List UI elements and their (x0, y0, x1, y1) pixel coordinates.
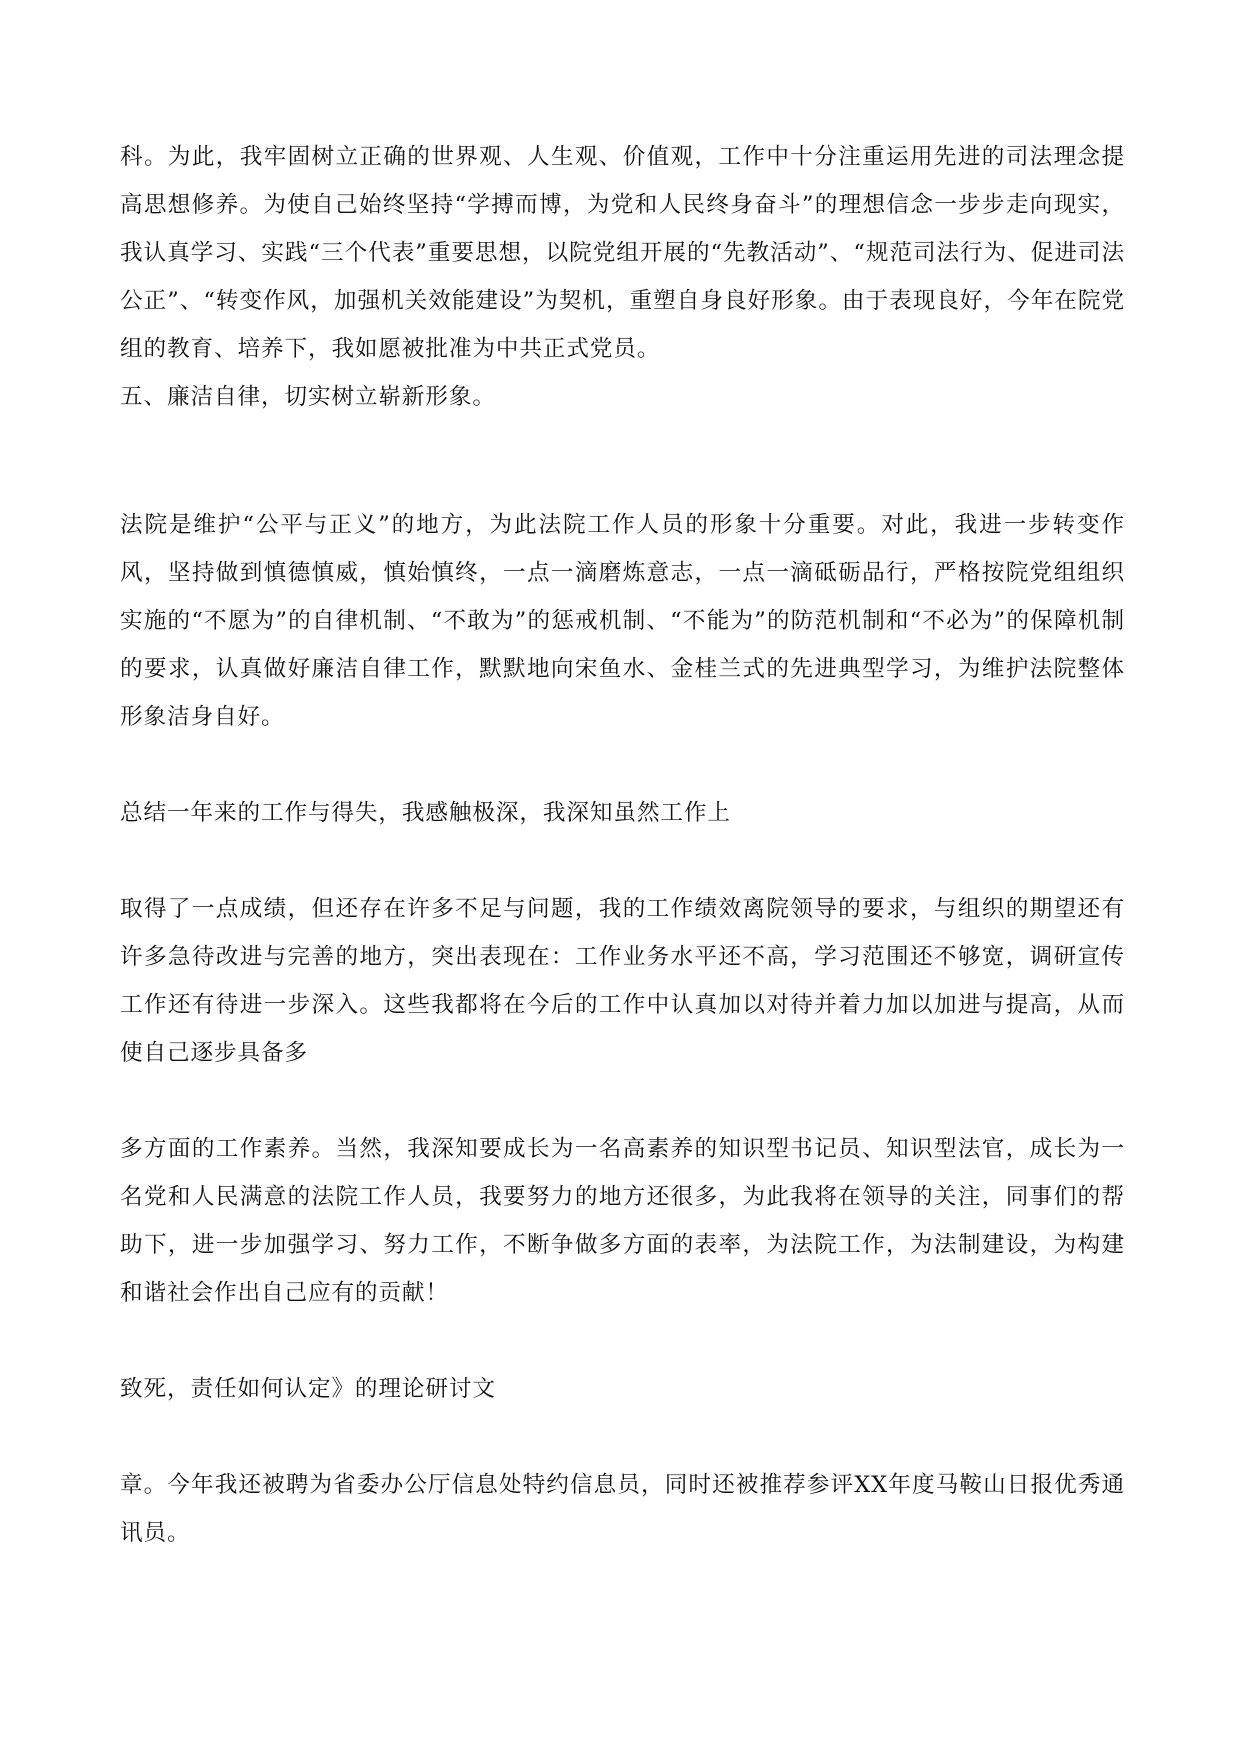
paragraph-political-study: 科。为此，我牢固树立正确的世界观、人生观、价值观，工作中十分注重运用先进的司法理念提高思想修养。为使自己始终坚持“学搏而博，为党和人民终身奋斗”的理想信念一步步走向现实，我认真学习、实践“三个代表”重要思想，以院党组开展的“先教活动”、“规范司法行为、促进司法公正”、“转变作风，加强机关效能建设”为契机，重塑自身良好形象。由于表现良好，今年在院党组的教育、培养下，我如愿被批准为中共正式党员。 (120, 144, 1125, 362)
paragraph-aspirations: 多方面的工作素养。当然，我深知要成长为一名高素养的知识型书记员、知识型法官，成长为一名党和人民满意的法院工作人员，我要努力的地方还很多，为此我将在领导的关注，同事们的帮助下，进一步加强学习、努力工作，不断争做多方面的表率，为法院工作，为法制建设，为构建和谐社会作出自己应有的贡献！ (120, 1136, 1125, 1306)
section-heading-integrity: 五、廉洁自律，切实树立崭新形象。 (120, 384, 496, 410)
paragraph-integrity: 法院是维护“公平与正义”的地方，为此法院工作人员的形象十分重要。对此，我进一步转变作风，坚持做到慎德慎威，慎始慎终，一点一滴磨炼意志，一点一滴砥砺品行，严格按院党组组织实施的“不愿为”的自律机制、“不敢为”的惩戒机制、“不能为”的防范机制和“不必为”的保障机制的要求，认真做好廉洁自律工作，默默地向宋鱼水、金桂兰式的先进典型学习，为维护法院整体形象洁身自好。 (120, 512, 1125, 730)
paragraph-summary-intro: 总结一年来的工作与得失，我感触极深，我深知虽然工作上 (120, 800, 731, 826)
paragraph-correspondent: 章。今年我还被聘为省委办公厅信息处特约信息员，同时还被推荐参评XX年度马鞍山日报优秀通讯员。 (120, 1472, 1125, 1546)
paragraph-fragment-research: 致死，责任如何认定》的理论研讨文 (120, 1376, 496, 1402)
paragraph-shortcomings: 取得了一点成绩，但还存在许多不足与问题，我的工作绩效离院领导的要求，与组织的期望还有许多急待改进与完善的地方，突出表现在：工作业务水平还不高，学习范围还不够宽，调研宣传工作还有待进一步深入。这些我都将在今后的工作中认真加以对待并着力加以加进与提高，从而使自己逐步具备多 (120, 896, 1125, 1066)
